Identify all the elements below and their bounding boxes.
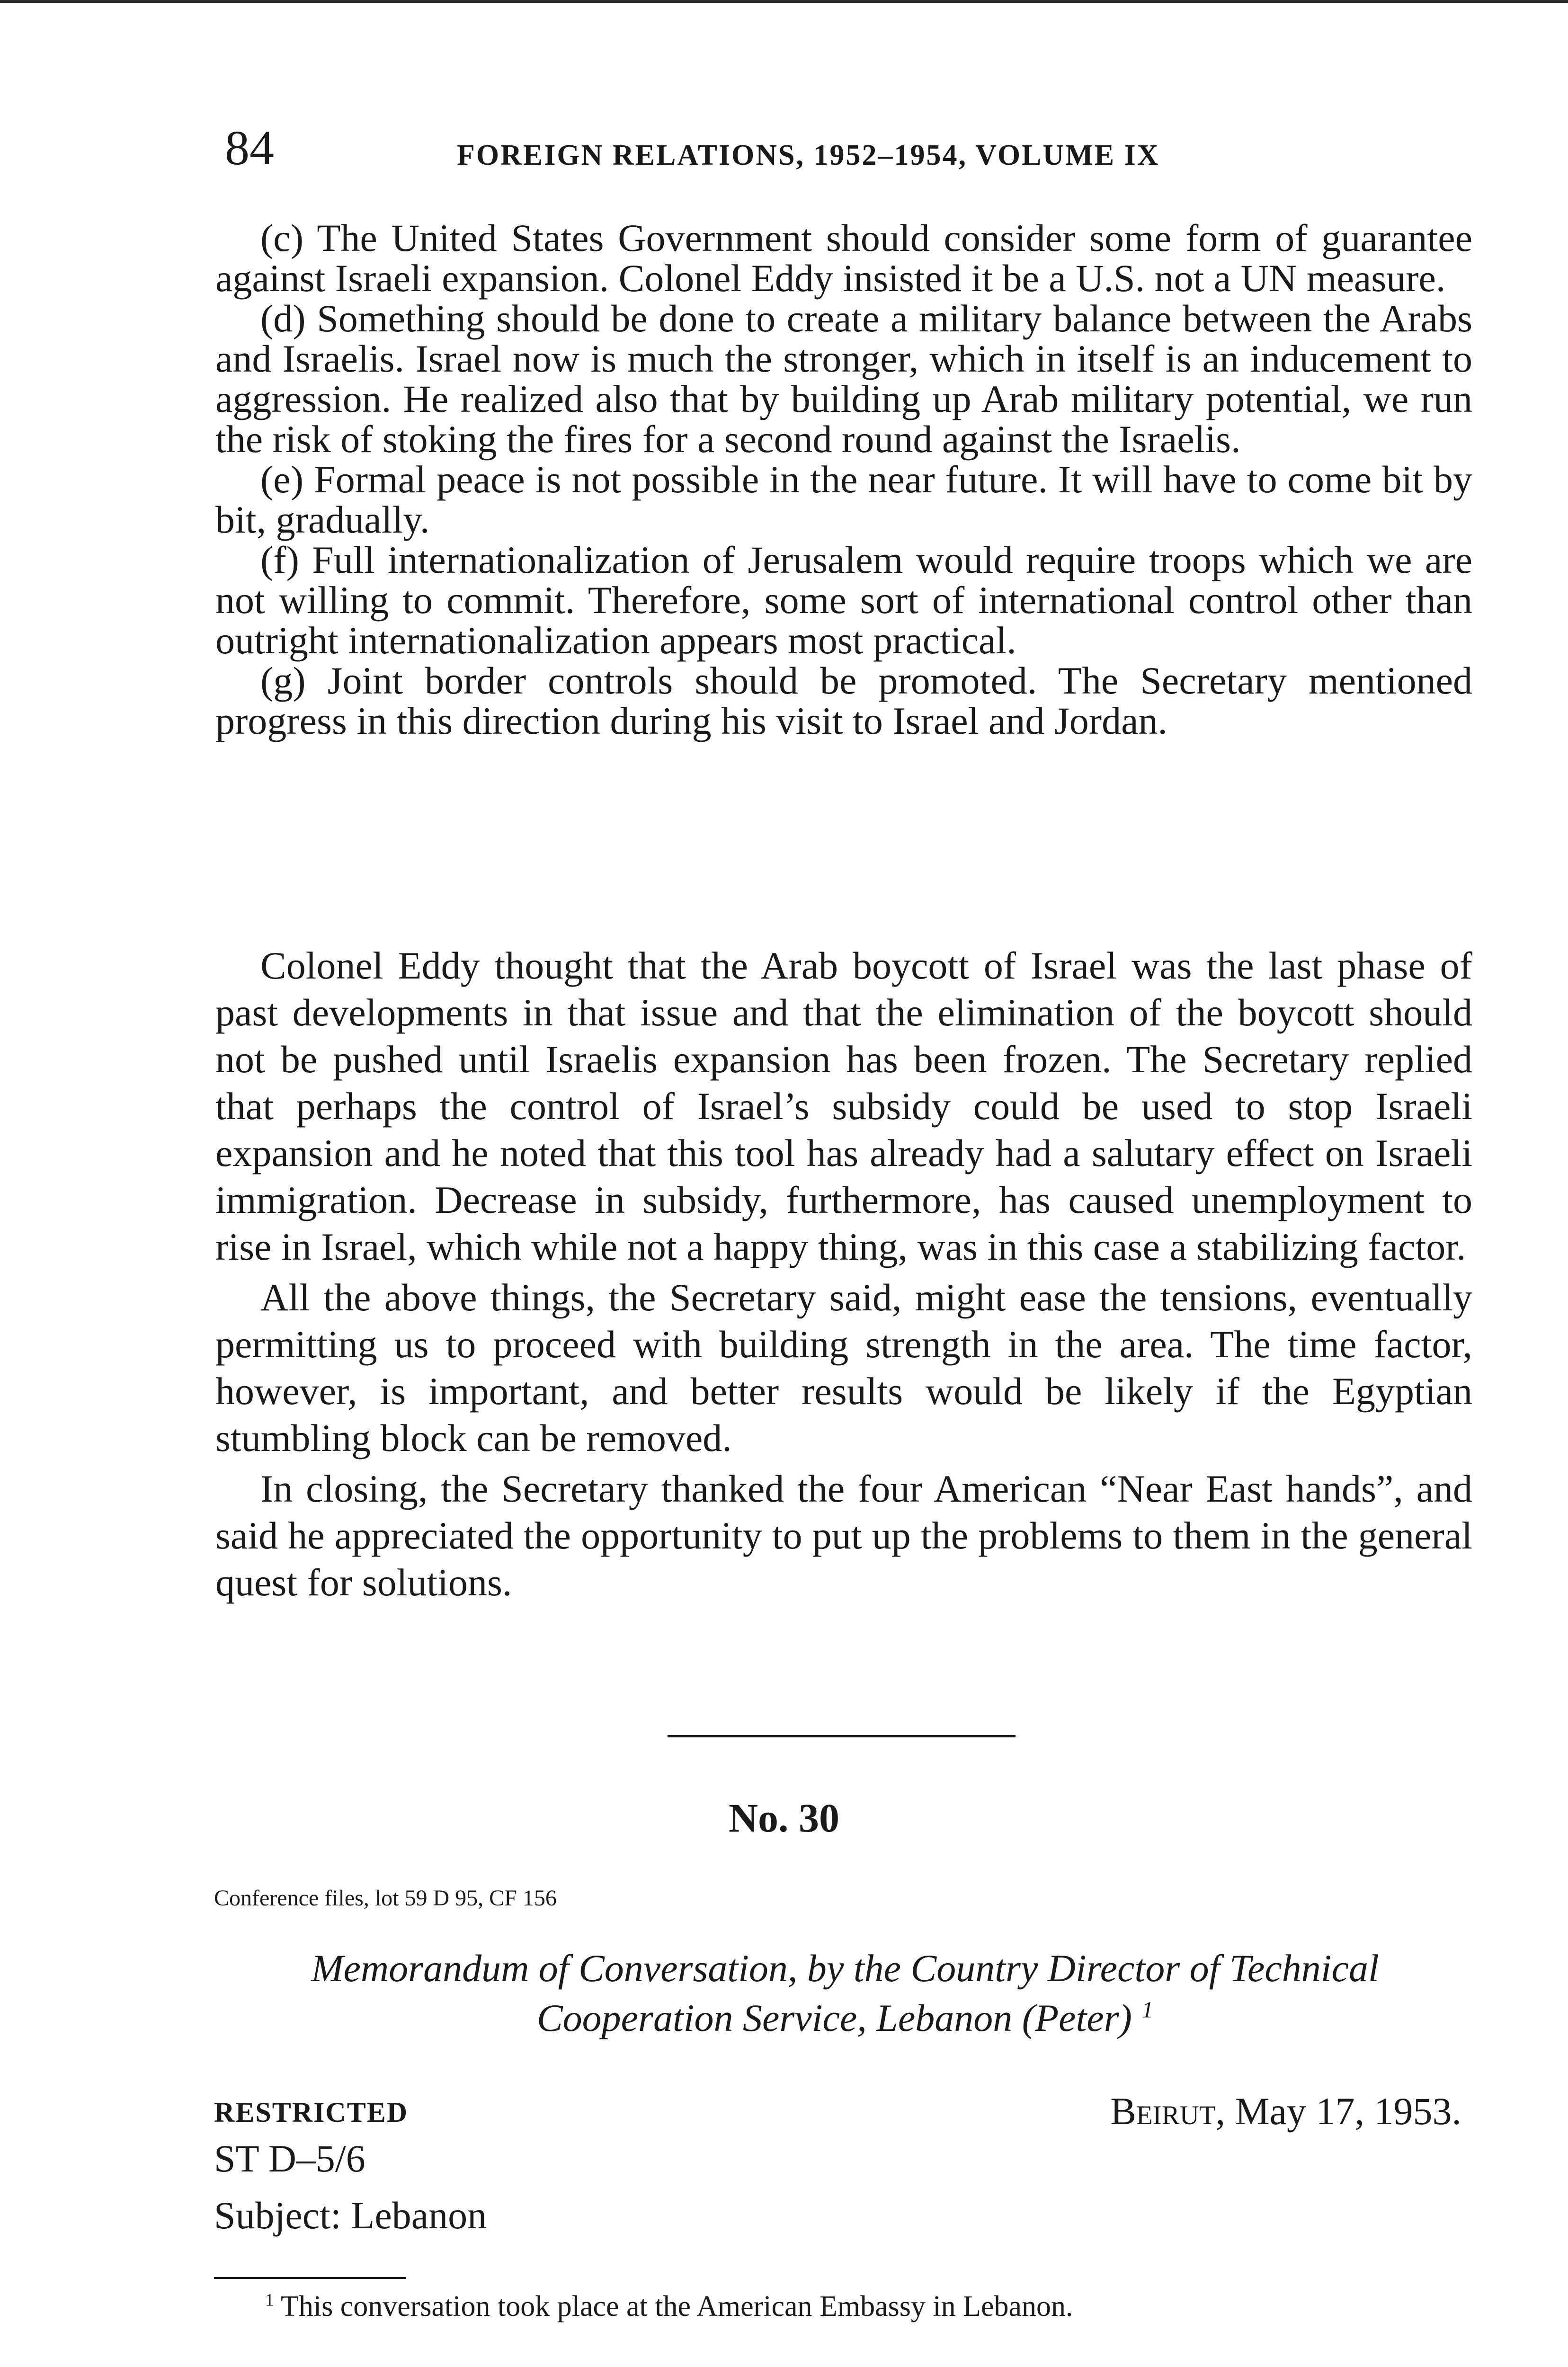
footnote-divider	[214, 2277, 406, 2279]
list-item-c: (c) The United States Government should consider some form of guarantee against Israeli expansion. Colonel Eddy insisted it be a U.S. not a UN measure.	[215, 216, 1472, 300]
document-title-line-2-text: Cooperation Service, Lebanon (Peter)	[536, 1996, 1132, 2039]
document-title	[215, 1943, 1475, 2043]
document-number: No. 30	[728, 1795, 840, 1841]
list-item-f: (f) Full internationalization of Jerusalem would require troops which we are not willing to commit. Therefore, some sort of international control other than outright internationalization appears most practical.	[215, 538, 1472, 662]
page-number: 84	[225, 121, 274, 175]
footnote-marker: 1	[265, 2290, 274, 2310]
paragraph-boycott: Colonel Eddy thought that the Arab boycott of Israel was the last phase of past developments in that issue and that the elimination of the boycott should not be pushed until Israelis expansion has been frozen. The Secretary replied that perhaps the control of Israel’s subsidy could be used to stop Israeli expansion and he noted that this tool has already had a salutary effect on Israeli immigration. Decrease in subsidy, furthermore, has caused unemployment to rise in Israel, which while not a happy thing, was in this case a stabilizing factor.	[215, 944, 1472, 1268]
page-header	[225, 122, 1479, 174]
place-date	[1110, 2088, 1461, 2135]
title-footnote-ref: 1	[1141, 1996, 1154, 2023]
footnote-text: This conversation took place at the American Embassy in Lebanon.	[280, 2290, 1073, 2323]
list-item-d: (d) Something should be done to create a military balance between the Arabs and Israelis. Israel now is much the stronger, which in itself is an inducement to aggression. He realized also that by building up Arab military potential, we run the risk of stoking the fires for a second round against the Israelis.	[215, 297, 1472, 461]
document-reference: ST D–5/6	[214, 2137, 365, 2180]
date: May 17, 1953.	[1235, 2090, 1461, 2133]
running-head: FOREIGN RELATIONS, 1952–1954, VOLUME IX	[457, 139, 1160, 171]
footnote	[265, 2287, 1073, 2325]
document-title-line-1: Memorandum of Conversation, by the Country Director of Technical	[311, 1947, 1379, 1990]
list-item-e: (e) Formal peace is not possible in the near future. It will have to come bit by bit, gradually.	[215, 458, 1472, 541]
paragraph-closing: In closing, the Secretary thanked the four American “Near East hands”, and said he appreciated the opportunity to put up the problems to them in the general quest for solutions.	[215, 1467, 1472, 1604]
source-citation: Conference files, lot 59 D 95, CF 156	[214, 1886, 557, 1911]
list-item-g: (g) Joint border controls should be promoted. The Secretary mentioned progress in this direction during his visit to Israel and Jordan.	[215, 659, 1472, 742]
classification-label: RESTRICTED	[214, 2097, 409, 2128]
section-divider	[668, 1735, 1016, 1737]
paragraph-tensions: All the above things, the Secretary said, might ease the tensions, eventually permitting us to proceed with building strength in the area. The time factor, however, is important, and better results would be likely if the Egyptian stumbling block can be removed.	[215, 1276, 1472, 1459]
scan-top-edge	[0, 0, 1568, 3]
main-text	[215, 942, 1472, 1606]
document-title-line-2	[215, 1993, 1475, 2043]
recommendation-list	[215, 218, 1472, 741]
subject-line: Subject: Lebanon	[214, 2194, 487, 2237]
place: Beirut,	[1110, 2090, 1226, 2133]
